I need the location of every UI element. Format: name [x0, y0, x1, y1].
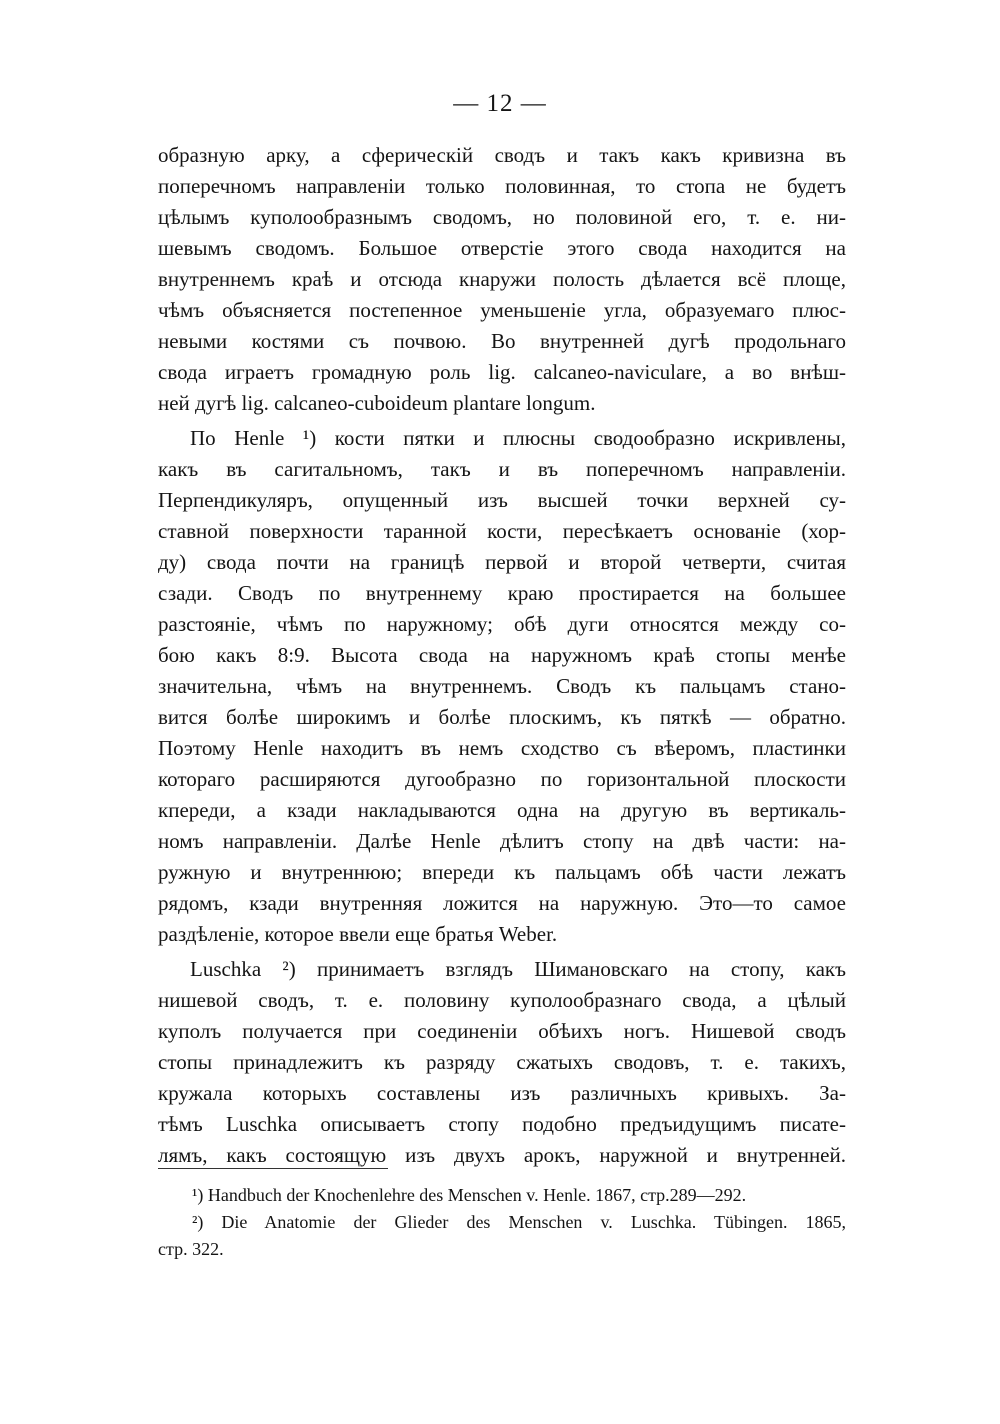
text-line: какъ въ сагитальномъ, такъ и въ поперечномъ направленіи.	[158, 457, 846, 481]
text-line: Luschka ²) принимаетъ взглядъ Шимановскаго на стопу, какъ	[190, 957, 846, 981]
text-line: цѣлымъ куполообразнымъ сводомъ, но половиной его, т. е. ни-	[158, 205, 846, 229]
footnote-2	[158, 1209, 846, 1263]
text-line: Перпендикуляръ, опущенный изъ высшей точки верхней су-	[158, 488, 846, 512]
footnote-line: ¹) Handbuch der Knochenlehre des Menschen v. Henle. 1867, стр.289—292.	[192, 1185, 747, 1205]
footnotes	[158, 1182, 846, 1263]
text-line: шевымъ сводомъ. Большое отверстіе этого свода находится на	[158, 236, 846, 260]
text-line: По Henle ¹) кости пятки и плюсны сводообразно искривлены,	[190, 426, 846, 450]
text-line: бою какъ 8:9. Высота свода на наружномъ краѣ стопы менѣе	[158, 643, 846, 667]
text-line: нишевой сводъ, т. е. половину куполообразнаго свода, а цѣлый	[158, 988, 846, 1012]
text-line: ставной поверхности таранной кости, пересѣкаетъ основаніе (хор-	[158, 519, 846, 543]
text-line: тѣмъ Luschka описываетъ стопу подобно предъидущимъ писате-	[158, 1112, 846, 1136]
text-line: поперечномъ направленіи только половинная, то стопа не будетъ	[158, 174, 846, 198]
paragraph-3	[158, 954, 846, 1171]
text-line: сзади. Сводъ по внутреннему краю простирается на большее	[158, 581, 846, 605]
text-line: куполъ получается при соединеніи обѣихъ ногъ. Нишевой сводъ	[158, 1019, 846, 1043]
body-text	[158, 140, 846, 1171]
text-line: рядомъ, кзади внутренняя ложится на наружную. Это—то самое	[158, 891, 846, 915]
text-line: кружала которыхъ составлены изъ различныхъ кривыхъ. За-	[158, 1081, 846, 1105]
text-line: стопы принадлежитъ къ разряду сжатыхъ сводовъ, т. е. такихъ,	[158, 1050, 846, 1074]
paragraph-1	[158, 140, 846, 419]
text-line: образную арку, а сферическій сводъ и такъ какъ кривизна въ	[158, 143, 846, 167]
text-line: вится болѣе широкимъ и болѣе плоскимъ, къ пяткѣ — обратно.	[158, 705, 846, 729]
text-line: внутреннемъ краѣ и отсюда кнаружи полость дѣлается всё площе,	[158, 267, 846, 291]
text-line: ней дугѣ lig. calcaneo-cuboideum plantare longum.	[158, 391, 596, 415]
text-line: значительна, чѣмъ на внутреннемъ. Сводъ къ пальцамъ стано-	[158, 674, 846, 698]
text-line: лямъ, какъ состоящую изъ двухъ арокъ, наружной и внутренней.	[158, 1143, 846, 1167]
footnote-line: ²) Die Anatomie der Glieder des Menschen v. Luschka. Tübingen. 1865,	[192, 1212, 846, 1232]
text-line: ду) свода почти на границѣ первой и второй четверти, считая	[158, 550, 846, 574]
text-line: раздѣленіе, которое ввели еще братья Weber.	[158, 922, 558, 946]
footnote-separator	[158, 1168, 388, 1169]
text-line: кпереди, а кзади накладываются одна на другую въ вертикаль-	[158, 798, 846, 822]
footnote-line: стр. 322.	[158, 1239, 224, 1259]
footnote-1	[158, 1182, 846, 1209]
text-line: свода играетъ громадную роль lig. calcaneo-naviculare, а во внѣш-	[158, 360, 846, 384]
text-line: невыми костями съ почвою. Во внутренней дугѣ продольнаго	[158, 329, 846, 353]
page-number: — 12 —	[453, 90, 547, 117]
text-line: ружную и внутреннюю; впереди къ пальцамъ обѣ части лежатъ	[158, 860, 846, 884]
text-line: Поэтому Henle находитъ въ немъ сходство съ вѣеромъ, пластинки	[158, 736, 846, 760]
text-line: котораго расширяются дугообразно по горизонтальной плоскости	[158, 767, 846, 791]
text-line: чѣмъ объясняется постепенное уменьшеніе угла, образуемаго плюс-	[158, 298, 846, 322]
text-line: номъ направленіи. Далѣе Henle дѣлитъ стопу на двѣ части: на-	[158, 829, 846, 853]
text-line: разстояніе, чѣмъ по наружному; обѣ дуги относятся между со-	[158, 612, 846, 636]
paragraph-2	[158, 423, 846, 950]
